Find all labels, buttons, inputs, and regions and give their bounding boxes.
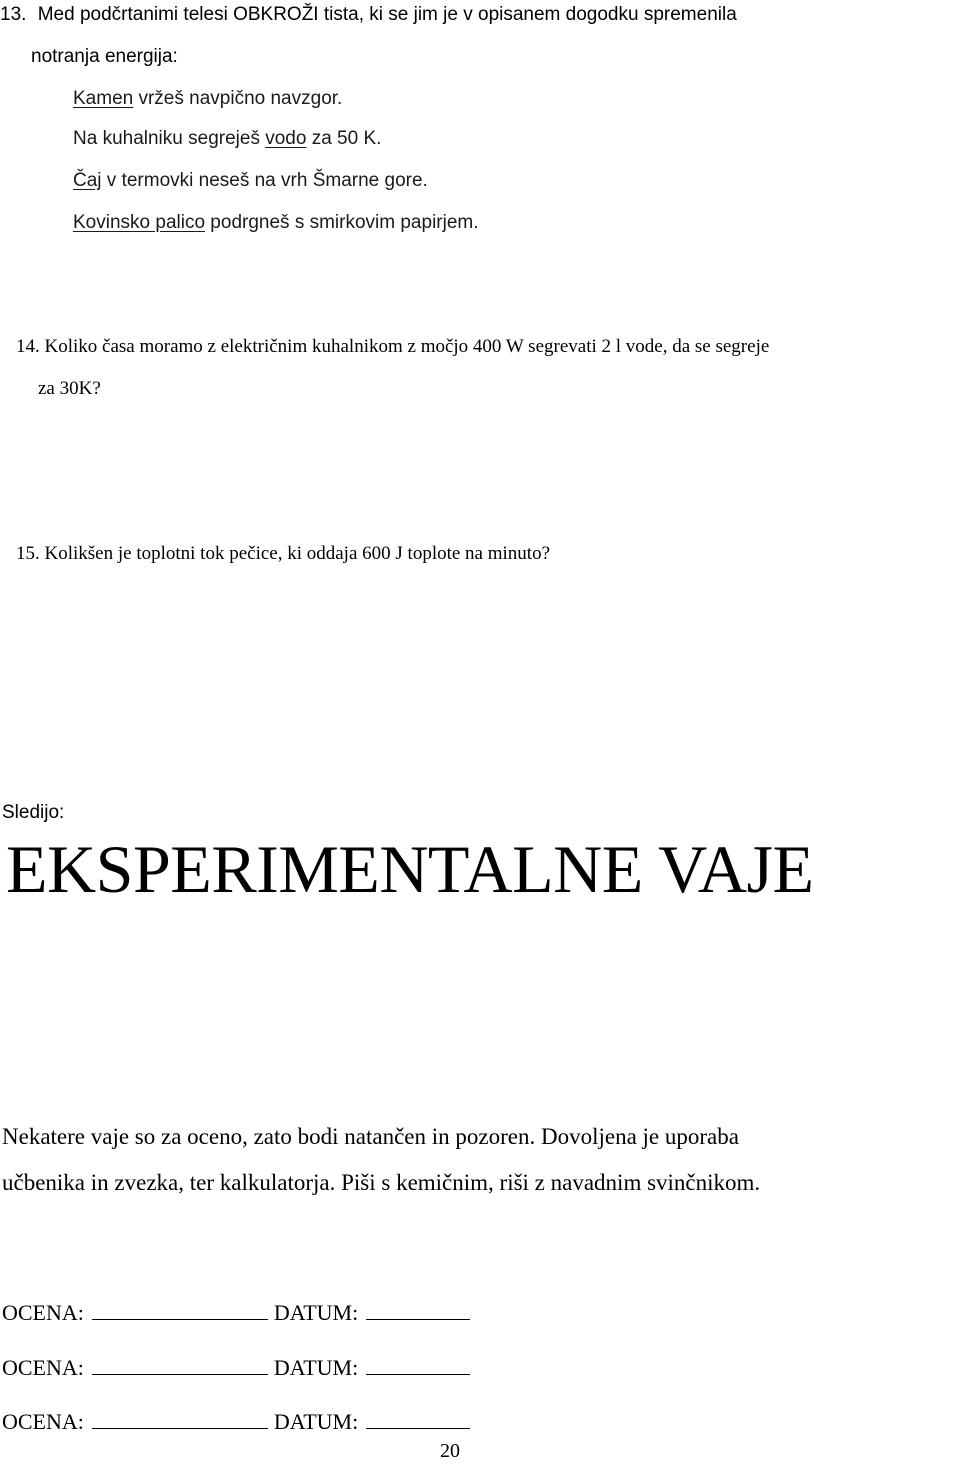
date-blank[interactable]: [366, 1318, 470, 1320]
date-label: DATUM:: [273, 1409, 359, 1434]
section-title: EKSPERIMENTALNE VAJE: [6, 831, 814, 907]
q13-item-1: [73, 88, 342, 110]
q13-item-4-object: Kovinsko palico: [73, 212, 206, 233]
grade-row: [2, 1355, 476, 1381]
q13-item-3-object: Čaj: [73, 170, 102, 191]
q13-item-1-object: Kamen: [73, 88, 134, 109]
q13-prompt-line2: notranja energija:: [31, 46, 178, 67]
date-blank[interactable]: [366, 1427, 470, 1429]
grade-row: [2, 1409, 476, 1435]
q13-item-3-text: v termovki neseš na vrh Šmarne gore.: [101, 170, 428, 191]
q15-line1: 15. Kolikšen je toplotni tok pečice, ki oddaja 600 J toplote na minuto?: [16, 543, 551, 564]
next-label: Sledijo:: [2, 802, 65, 823]
q13-prompt-line1: [0, 4, 737, 26]
q13-item-2-text: za 50 K.: [306, 128, 382, 149]
date-blank[interactable]: [366, 1373, 470, 1375]
q13-number: 13.: [0, 4, 27, 25]
q13-item-4: [73, 212, 479, 234]
page-number: 20: [440, 1440, 460, 1462]
instructions-line2: učbenika in zvezka, ter kalkulatorja. Piši s kemičnim, riši z navadnim svinčnikom.: [2, 1170, 761, 1195]
q13-prompt-text: Med podčrtanimi telesi OBKROŽI tista, ki se jim je v opisanem dogodku spremenila: [37, 4, 737, 25]
q14-line1: 14. Koliko časa moramo z električnim kuhalnikom z močjo 400 W segrevati 2 l vode, da se segreje: [16, 336, 770, 357]
instructions-line1: Nekatere vaje so za oceno, zato bodi natančen in pozoren. Dovoljena je uporaba: [2, 1124, 739, 1149]
grade-label: OCENA:: [2, 1355, 84, 1380]
q14-line2: za 30K?: [38, 378, 101, 399]
q13-item-2-object: vodo: [265, 128, 307, 149]
q13-item-3: [73, 170, 428, 192]
grade-blank[interactable]: [92, 1318, 268, 1320]
grade-label: OCENA:: [2, 1409, 84, 1434]
grade-blank[interactable]: [92, 1373, 268, 1375]
date-label: DATUM:: [273, 1300, 359, 1325]
q13-item-2: [73, 128, 381, 150]
grade-blank[interactable]: [92, 1427, 268, 1429]
date-label: DATUM:: [273, 1355, 359, 1380]
grade-row: [2, 1300, 476, 1326]
q13-item-4-text: podrgneš s smirkovim papirjem.: [205, 212, 479, 233]
q13-item-2-text-before: Na kuhalniku segreješ: [73, 128, 266, 149]
grade-label: OCENA:: [2, 1300, 84, 1325]
q13-item-1-text: vržeš navpično navzgor.: [133, 88, 343, 109]
